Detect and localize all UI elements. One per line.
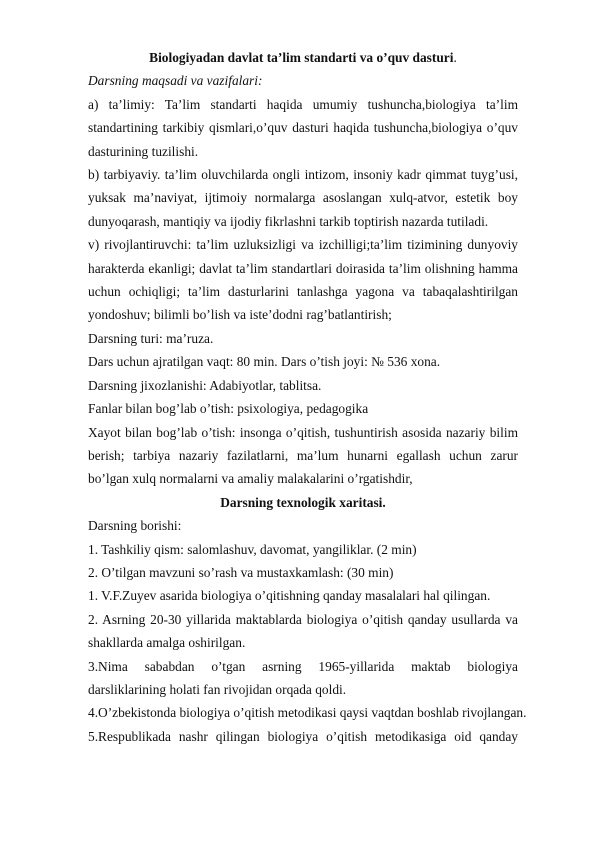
question-item: 1. V.F.Zuyev asarida biologiya o’qitishning qanday masalalari hal qilingan. xyxy=(88,588,491,604)
title-period: . xyxy=(453,50,457,65)
aim-upbringing: b) tarbiyaviy. ta’lim oluvchilarda ongli intizom, insoniy kadr qimmat tuyg’usi, yuksak ma’naviyat, ijtimoiy normalarga asoslangan xulq-atvor, estetik boy dunyoqarash, mantiqiy va ijodiy fikrlashni tarkib toptirish nazarda tutiladi. xyxy=(88,167,518,229)
question-item: 2. Asrning 20-30 yillarida maktablarda biologiya o’qitish qanday usullarda va shakllarda amalga oshirilgan. xyxy=(88,611,518,651)
lesson-equipment: Darsning jixozlanishi: Adabiyotlar, tablitsa. xyxy=(88,377,322,393)
title-text: Biologiyadan davlat ta’lim standarti va o’quv dasturi xyxy=(149,50,454,65)
procedure-heading: Darsning borishi: xyxy=(88,518,182,534)
question-item: 4.O’zbekistonda biologiya o’qitish metodikasi qaysi vaqtdan boshlab rivojlangan. xyxy=(88,705,527,721)
procedure-step: 1. Tashkiliy qism: salomlashuv, davomat, yangiliklar. (2 min) xyxy=(88,541,417,557)
aim-developmental: v) rivojlantiruvchi: ta’lim uzluksizligi va izchilligi;ta’lim tizimining dunyoviy harakterda ekanligi; davlat ta’lim standartlari doirasida ta’lim olishning hamma uchun ochiqligi; ta’lim dasturlarini tanlashga yagona va tabaqalashtirilgan yondoshuv; bilimli bo’lish va iste’dodni rag’batlantirish; xyxy=(88,237,518,323)
life-connection: Xayot bilan bog’lab o’tish: insonga o’qitish, tushuntirish asosida nazariy bilim berish; tarbiya nazariy fazilatlarni, ma’lum hunarni egallash uchun zarur bo’lgan xulq normalarni va amaliy malakalarini o’rgatishdir, xyxy=(88,424,518,487)
aims-heading: Darsning maqsadi va vazifalari: xyxy=(88,73,263,89)
document-title xyxy=(88,46,518,69)
question-item: 3.Nima sababdan o’tgan asrning 1965-yillarida maktab biologiya darsliklarining holati fan rivojidan orqada qoldi. xyxy=(88,658,518,697)
aim-educational: a) ta’limiy: Ta’lim standarti haqida umumiy tushuncha,biologiya ta’lim standartining tarkibiy qismlari,o’quv dasturi haqida tushuncha,biologiya o’quv dasturining tuzilishi. xyxy=(88,96,518,159)
time-and-place: Dars uchun ajratilgan vaqt: 80 min. Dars o’tish joyi: № 536 xona. xyxy=(88,354,441,370)
question-item: 5.Respublikada nashr qilingan biologiya o’qitish metodikasiga oid qanday xyxy=(88,728,518,744)
interdisciplinary-links: Fanlar bilan bog’lab o’tish: psixologiya, pedagogika xyxy=(88,401,369,417)
tech-map-title: Darsning texnologik xaritasi. xyxy=(220,494,386,510)
procedure-step: 2. O’tilgan mavzuni so’rash va mustaxkamlash: (30 min) xyxy=(88,564,394,580)
lesson-type: Darsning turi: ma’ruza. xyxy=(88,330,214,346)
